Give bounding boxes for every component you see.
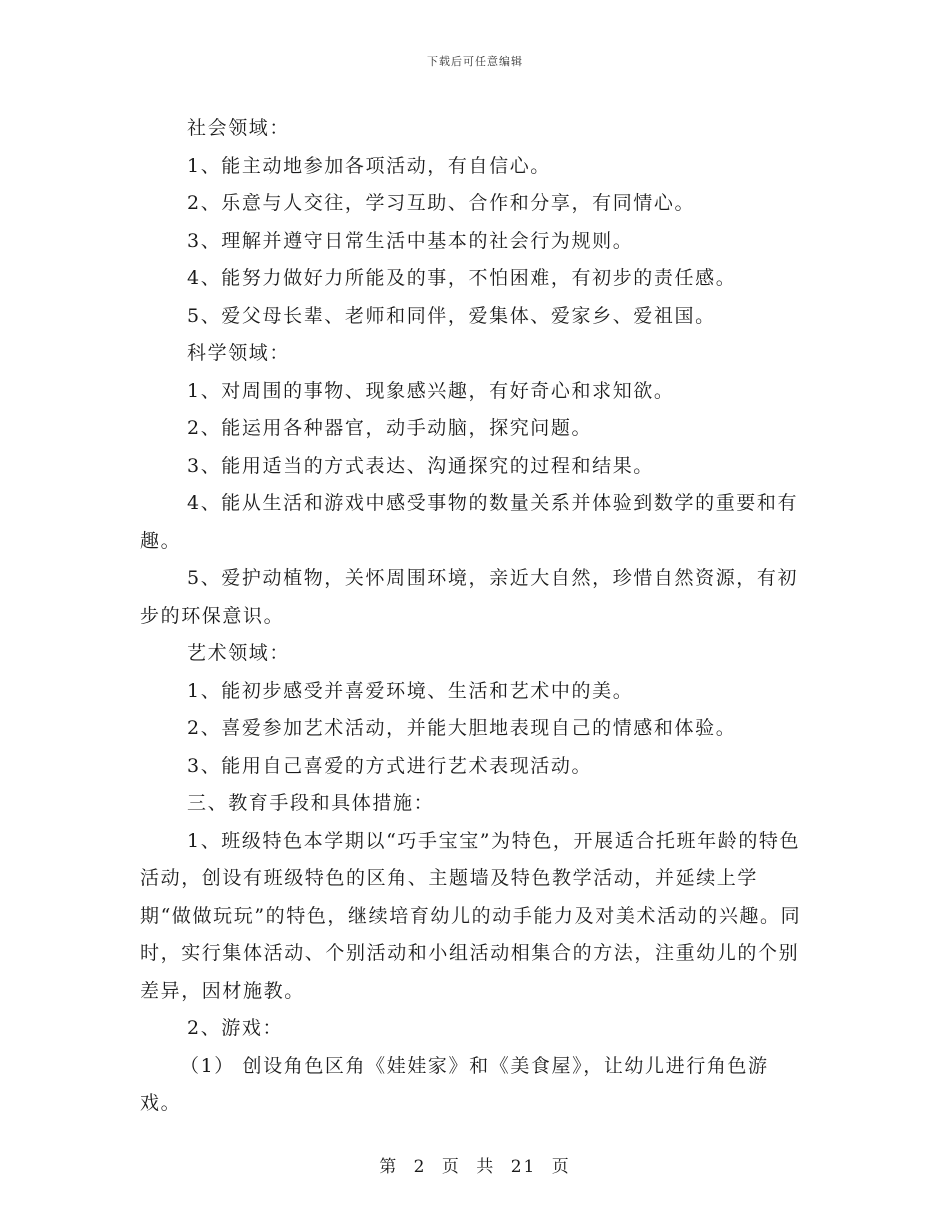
- paragraph: 4、能从生活和游戏中感受事物的数量关系并体验到数学的重要和有趣。: [140, 492, 799, 552]
- paragraph: 2、能运用各种器官，动手动脑，探究问题。: [187, 417, 593, 439]
- paragraph: 1、对周围的事物、现象感兴趣，有好奇心和求知欲。: [187, 379, 675, 402]
- total-pages: 21: [510, 1157, 537, 1177]
- paragraph: 1、能主动地参加各项活动，有自信心。: [187, 154, 551, 177]
- paragraph: （1） 创设角色区角《娃娃家》和《美食屋》，让幼儿进行角色游戏。: [140, 1054, 769, 1114]
- total-unit: 页: [551, 1157, 571, 1177]
- total-label: 共: [476, 1157, 496, 1177]
- paragraph: 1、班级特色本学期以“巧手宝宝”为特色，开展适合托班年龄的特色活动，创设有班级特色的区角、主题墙及特色教学活动，并延续上学期“做做玩玩”的特色，继续培育幼儿的动手能力及对美术活动的兴趣。同时，实行集体活动、个别活动和小组活动相集合的方法，注重幼儿的个别差异，因材施教。: [140, 829, 802, 1002]
- paragraph: 三、教育手段和具体措施：: [187, 792, 435, 814]
- page-label-prefix: 第: [379, 1157, 399, 1177]
- paragraph: 科学领域：: [187, 342, 291, 364]
- page-unit: 页: [441, 1157, 461, 1177]
- paragraph: 5、爱护动植物，关怀周围环境，亲近大自然，珍惜自然资源，有初步的环保意识。: [140, 567, 799, 627]
- document-body: [140, 110, 808, 1123]
- paragraph: 3、能用适当的方式表达、沟通探究的过程和结果。: [187, 454, 654, 477]
- paragraph: 艺术领域：: [187, 642, 291, 664]
- paragraph: 2、喜爱参加艺术活动，并能大胆地表现自己的情感和体验。: [187, 717, 737, 739]
- paragraph: 1、能初步感受并喜爱环境、生活和艺术中的美。: [187, 679, 634, 702]
- page-number-footer: [0, 1152, 950, 1177]
- header-note: 下载后可任意编辑: [427, 55, 523, 68]
- paragraph: 社会领域：: [187, 117, 291, 139]
- paragraph: 3、能用自己喜爱的方式进行艺术表现活动。: [187, 754, 593, 777]
- paragraph: 3、理解并遵守日常生活中基本的社会行为规则。: [187, 229, 634, 252]
- paragraph: 5、爱父母长辈、老师和同伴，爱集体、爱家乡、爱祖国。: [187, 304, 716, 327]
- current-page: 2: [413, 1157, 427, 1177]
- paragraph: 2、乐意与人交往，学习互助、合作和分享，有同情心。: [187, 192, 696, 214]
- paragraph: 4、能努力做好力所能及的事，不怕困难，有初步的责任感。: [187, 267, 737, 289]
- paragraph: 2、游戏：: [187, 1017, 284, 1039]
